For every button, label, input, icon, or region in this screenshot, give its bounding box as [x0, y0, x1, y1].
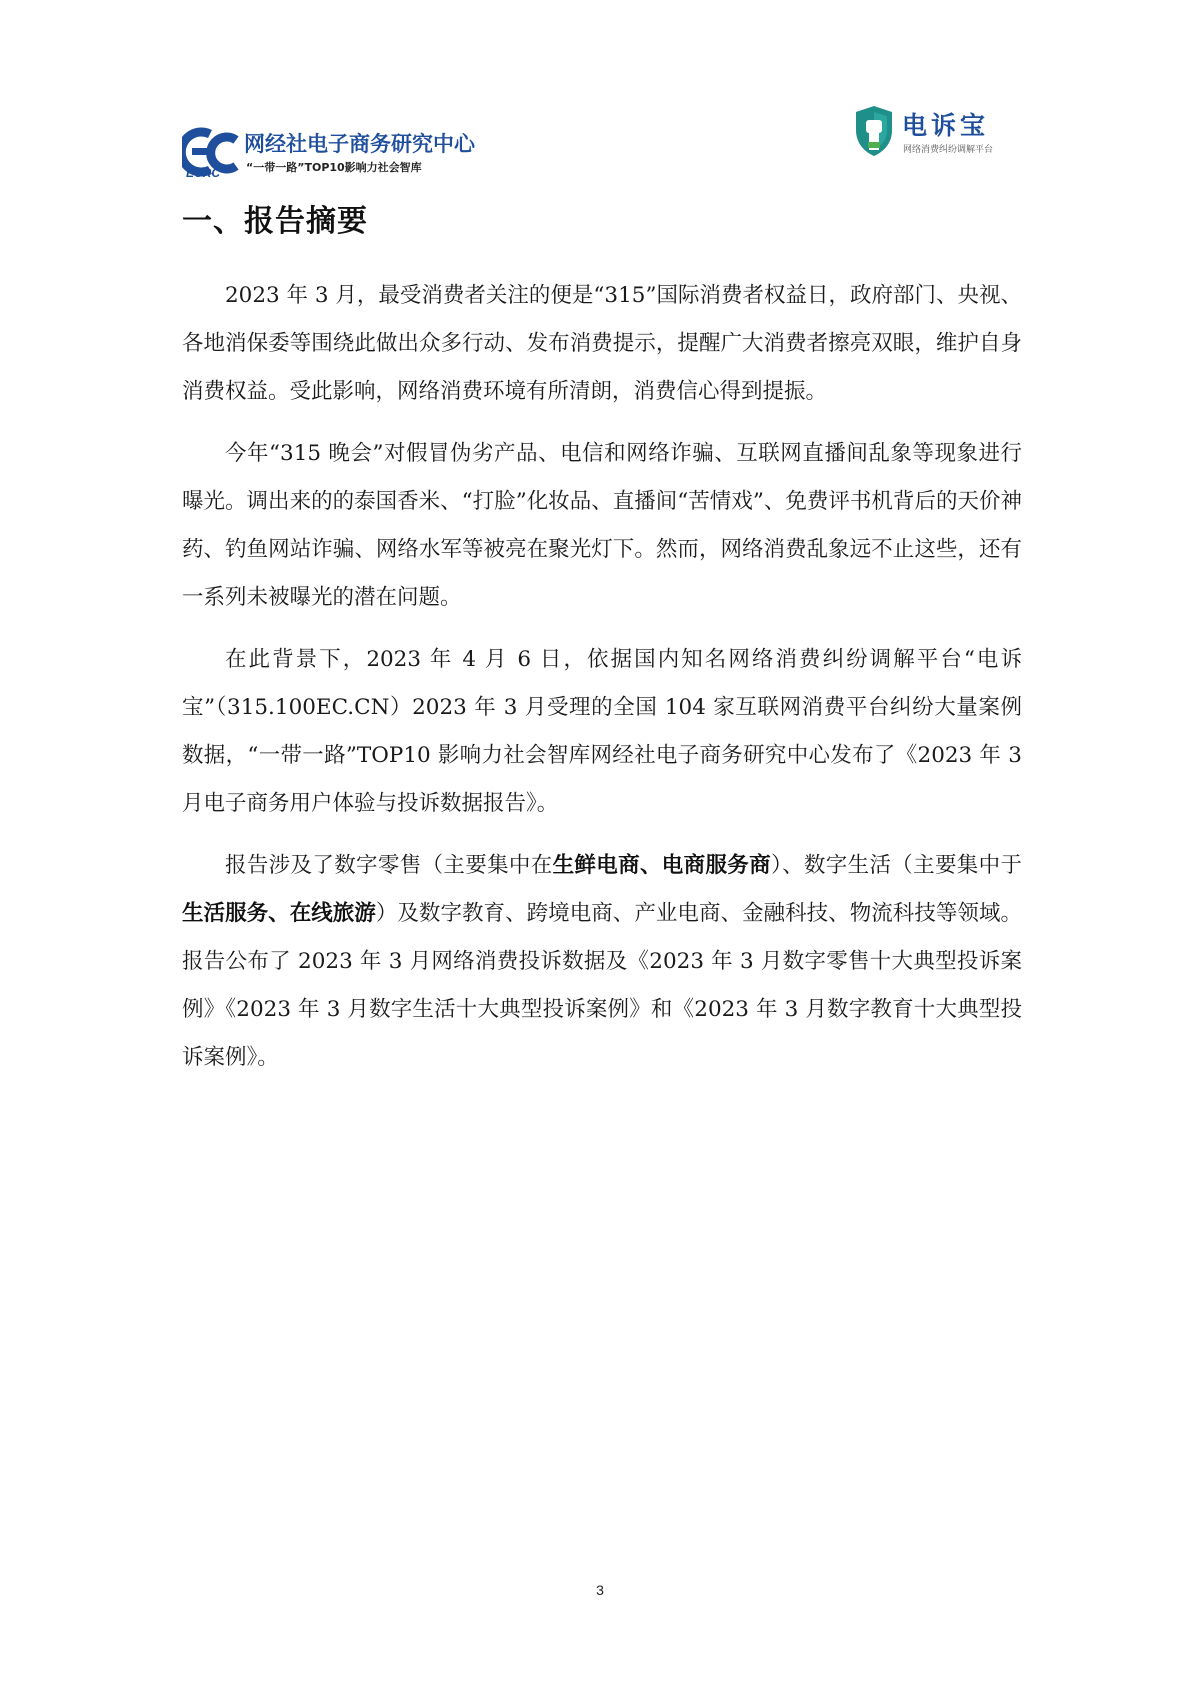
paragraph-3: 在此背景下，2023 年 4 月 6 日，依据国内知名网络消费纠纷调解平台“电诉宝”（315.100EC.CN）2023 年 3 月受理的全国 104 家互联网消费平台纠纷大量案例数据，“一带一路”TOP10 影响力社会智库网经社电子商务研究中心发布了《2023 年 3 月电子商务用户体验与投诉数据报告》。 — [182, 647, 1022, 816]
page-number: 3 — [596, 1582, 604, 1598]
dianshubao-logo — [852, 104, 1022, 164]
paragraph-4-bold-2: 生活服务、在线旅游 — [182, 901, 376, 926]
paragraph-2: 今年“315 晚会”对假冒伪劣产品、电信和网络诈骗、互联网直播间乱象等现象进行曝光。调出来的的泰国香米、“打脸”化妆品、直播间“苦情戏”、免费评书机背后的天价神药、钓鱼网站诈骗、网络水军等被亮在聚光灯下。然而，网络消费乱象远不止这些，还有一系列未被曝光的潜在问题。 — [182, 441, 1022, 610]
dianshubao-name: 电诉宝 — [902, 111, 990, 140]
ecrc-abbreviation: ECRC — [186, 166, 221, 180]
page-header — [182, 100, 1022, 190]
paragraph-1: 2023 年 3 月，最受消费者关注的便是“315”国际消费者权益日，政府部门、央视、各地消保委等围绕此做出众多行动、发布消费提示，提醒广大消费者擦亮双眼，维护自身消费权益。受此影响，网络消费环境有所清朗，消费信心得到提振。 — [182, 283, 1022, 404]
ecrc-logo — [182, 122, 502, 182]
dianshubao-subtitle: 网络消费纠纷调解平台 — [903, 145, 994, 155]
shield-fist-icon — [852, 104, 896, 158]
ecrc-slogan: “一带一路”TOP10影响力社会智库 — [246, 161, 422, 174]
report-summary-body — [182, 272, 1022, 1096]
paragraph-4-bold-1: 生鲜电商、电商服务商 — [552, 853, 771, 878]
paragraph-4 — [182, 842, 1022, 1082]
paragraph-4-text-3: ）及数字教育、跨境电商、产业电商、金融科技、物流科技等领域。报告公布了 2023 年 3 月网络消费投诉数据及《2023 年 3 月数字零售十大典型投诉案例》《2023 年 3 月数字生活十大典型投诉案例》和《2023 年 3 月数字教育十大典型投诉案例》。 — [182, 901, 1022, 1070]
section-title: 一、报告摘要 — [182, 204, 368, 239]
paragraph-4-text-1: 报告涉及了数字零售（主要集中在 — [225, 853, 553, 878]
ecrc-name: 网经社电子商务研究中心 — [244, 132, 475, 156]
paragraph-4-text-2: ）、数字生活（主要集中于 — [771, 853, 1022, 878]
